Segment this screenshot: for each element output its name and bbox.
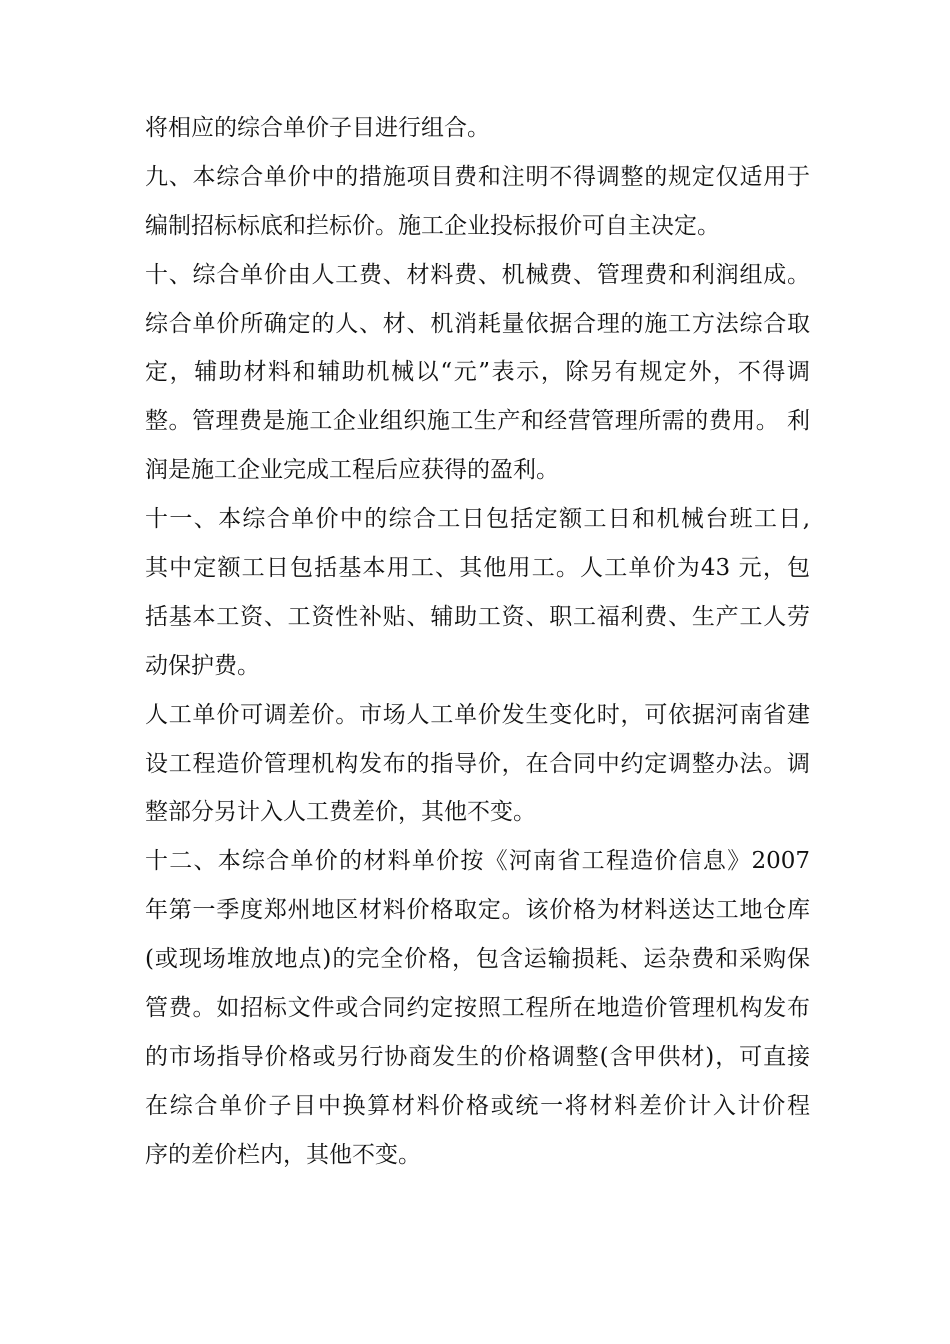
text-line-7: 整。管理费是施工企业组织施工生产和经营管理所需的费用。 利 xyxy=(145,408,810,435)
document-body xyxy=(145,104,810,1180)
text-line-13: 人工单价可调差价。市场人工单价发生变化时，可依据河南省建 xyxy=(145,701,810,728)
text-line-1: 将相应的综合单价子目进行组合。 xyxy=(145,115,490,141)
text-line-17: 年第一季度郑州地区材料价格取定。该价格为材料送达工地仓库 xyxy=(145,897,810,924)
text-line-14: 设工程造价管理机构发布的指导价，在合同中约定调整办法。调 xyxy=(145,750,810,777)
text-line-3: 编制招标标底和拦标价。施工企业投标报价可自主决定。 xyxy=(145,212,720,239)
text-line-11: 括基本工资、工资性补贴、辅助工资、职工福利费、生产工人劳 xyxy=(145,603,810,630)
text-line-16: 十二、本综合单价的材料单价按《河南省工程造价信息》2007 xyxy=(145,848,810,875)
text-line-5: 综合单价所确定的人、材、机消耗量依据合理的施工方法综合取 xyxy=(145,310,810,337)
text-line-6: 定，辅助材料和辅助机械以“元”表示，除另有规定外，不得调 xyxy=(145,359,810,386)
text-line-2: 九、本综合单价中的措施项目费和注明不得调整的规定仅适用于 xyxy=(145,163,810,190)
text-line-21: 在综合单价子目中换算材料价格或统一将材料差价计入计价程 xyxy=(145,1092,810,1119)
text-line-19: 管费。如招标文件或合同约定按照工程所在地造价管理机构发布 xyxy=(145,995,810,1022)
text-line-12: 动保护费。 xyxy=(145,652,260,679)
text-line-18: (或现场堆放地点)的完全价格，包含运输损耗、运杂费和采购保 xyxy=(145,946,810,973)
text-line-4: 十、综合单价由人工费、材料费、机械费、管理费和利润组成。 xyxy=(145,261,810,288)
text-line-15: 整部分另计入人工费差价，其他不变。 xyxy=(145,799,536,826)
text-line-20: 的市场指导价格或另行协商发生的价格调整(含甲供材)，可直接 xyxy=(145,1043,810,1070)
text-line-22: 序的差价栏内，其他不变。 xyxy=(145,1141,421,1168)
text-line-10: 其中定额工日包括基本用工、其他用工。人工单价为43 元，包 xyxy=(145,555,810,582)
text-line-8: 润是施工企业完成工程后应获得的盈利。 xyxy=(145,457,559,484)
text-line-9: 十一、本综合单价中的综合工日包括定额工日和机械台班工日, xyxy=(145,506,810,533)
